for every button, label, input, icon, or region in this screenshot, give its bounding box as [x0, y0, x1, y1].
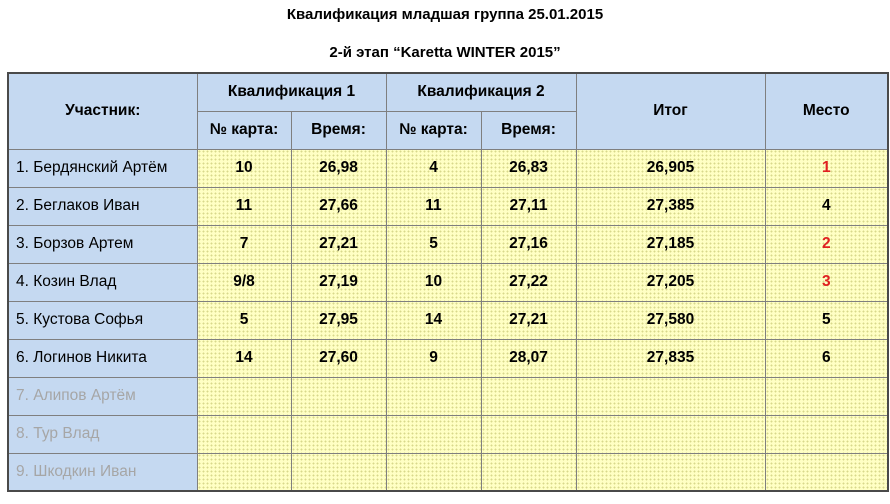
qual2-header: Квалификация 2: [386, 73, 576, 111]
qual2-time-cell[interactable]: 26,83: [481, 149, 576, 187]
results-table: [7, 72, 889, 492]
table-row: [8, 263, 888, 301]
table-row: [8, 339, 888, 377]
participant-name-cell[interactable]: 3. Борзов Артем: [8, 225, 197, 263]
qual1-kart-cell[interactable]: [197, 415, 291, 453]
qual1-kart-cell[interactable]: 10: [197, 149, 291, 187]
participant-name-cell[interactable]: 1. Бердянский Артём: [8, 149, 197, 187]
qual1-kart-header: № карта:: [197, 111, 291, 149]
table-row: [8, 415, 888, 453]
place-cell[interactable]: 5: [765, 301, 888, 339]
place-header: Место: [765, 73, 888, 149]
place-cell[interactable]: 2: [765, 225, 888, 263]
qual1-time-cell[interactable]: 27,19: [291, 263, 386, 301]
total-cell[interactable]: [576, 415, 765, 453]
total-cell[interactable]: [576, 453, 765, 491]
qual2-kart-cell[interactable]: [386, 453, 481, 491]
table-row: [8, 377, 888, 415]
qual1-kart-cell[interactable]: [197, 453, 291, 491]
qual1-kart-cell[interactable]: 7: [197, 225, 291, 263]
total-cell[interactable]: [576, 377, 765, 415]
table-row: [8, 149, 888, 187]
total-cell[interactable]: 27,580: [576, 301, 765, 339]
total-cell[interactable]: 27,385: [576, 187, 765, 225]
qual2-kart-cell[interactable]: 9: [386, 339, 481, 377]
place-cell[interactable]: 1: [765, 149, 888, 187]
total-cell[interactable]: 26,905: [576, 149, 765, 187]
qual2-kart-cell[interactable]: 4: [386, 149, 481, 187]
qual2-time-cell[interactable]: 27,22: [481, 263, 576, 301]
qual2-time-cell[interactable]: 27,16: [481, 225, 576, 263]
place-cell[interactable]: 6: [765, 339, 888, 377]
results-body: [8, 149, 888, 491]
place-cell[interactable]: 3: [765, 263, 888, 301]
participant-name-cell[interactable]: 9. Шкодкин Иван: [8, 453, 197, 491]
qual1-time-cell[interactable]: 26,98: [291, 149, 386, 187]
table-row: [8, 301, 888, 339]
qual1-time-cell[interactable]: [291, 453, 386, 491]
participant-name-cell[interactable]: 2. Беглаков Иван: [8, 187, 197, 225]
qual1-kart-cell[interactable]: 9/8: [197, 263, 291, 301]
participant-name-cell[interactable]: 8. Тур Влад: [8, 415, 197, 453]
qual1-kart-cell[interactable]: 11: [197, 187, 291, 225]
sheet-title: Квалификация младшая группа 25.01.2015: [286, 6, 604, 23]
qual2-time-cell[interactable]: [481, 453, 576, 491]
qual2-kart-cell[interactable]: 5: [386, 225, 481, 263]
qual1-time-cell[interactable]: 27,95: [291, 301, 386, 339]
qual2-time-header: Время:: [481, 111, 576, 149]
place-cell[interactable]: [765, 415, 888, 453]
qual1-time-cell[interactable]: [291, 415, 386, 453]
place-cell[interactable]: [765, 453, 888, 491]
qual2-kart-cell[interactable]: 10: [386, 263, 481, 301]
participant-name-cell[interactable]: 7. Алипов Артём: [8, 377, 197, 415]
qual1-time-header: Время:: [291, 111, 386, 149]
total-header: Итог: [576, 73, 765, 149]
qual2-time-cell[interactable]: 27,11: [481, 187, 576, 225]
qual2-time-cell[interactable]: 27,21: [481, 301, 576, 339]
participant-name-cell[interactable]: 6. Логинов Никита: [8, 339, 197, 377]
participant-name-cell[interactable]: 5. Кустова Софья: [8, 301, 197, 339]
qual1-time-cell[interactable]: [291, 377, 386, 415]
qual1-header: Квалификация 1: [197, 73, 386, 111]
qual2-kart-cell[interactable]: [386, 415, 481, 453]
qual2-kart-cell[interactable]: 11: [386, 187, 481, 225]
table-row: [8, 453, 888, 491]
place-cell[interactable]: [765, 377, 888, 415]
total-cell[interactable]: 27,205: [576, 263, 765, 301]
participant-header: Участник:: [8, 73, 197, 149]
qual1-kart-cell[interactable]: [197, 377, 291, 415]
qual2-kart-header: № карта:: [386, 111, 481, 149]
total-cell[interactable]: 27,185: [576, 225, 765, 263]
qual2-time-cell[interactable]: 28,07: [481, 339, 576, 377]
participant-name-cell[interactable]: 4. Козин Влад: [8, 263, 197, 301]
qual1-kart-cell[interactable]: 14: [197, 339, 291, 377]
qual1-time-cell[interactable]: 27,66: [291, 187, 386, 225]
sheet-subtitle: 2-й этап “Karetta WINTER 2015”: [329, 44, 561, 61]
qual2-time-cell[interactable]: [481, 415, 576, 453]
table-row: [8, 187, 888, 225]
total-cell[interactable]: 27,835: [576, 339, 765, 377]
qual1-time-cell[interactable]: 27,21: [291, 225, 386, 263]
table-row: [8, 225, 888, 263]
qual1-kart-cell[interactable]: 5: [197, 301, 291, 339]
qual2-kart-cell[interactable]: 14: [386, 301, 481, 339]
place-cell[interactable]: 4: [765, 187, 888, 225]
qual1-time-cell[interactable]: 27,60: [291, 339, 386, 377]
qual2-time-cell[interactable]: [481, 377, 576, 415]
qual2-kart-cell[interactable]: [386, 377, 481, 415]
